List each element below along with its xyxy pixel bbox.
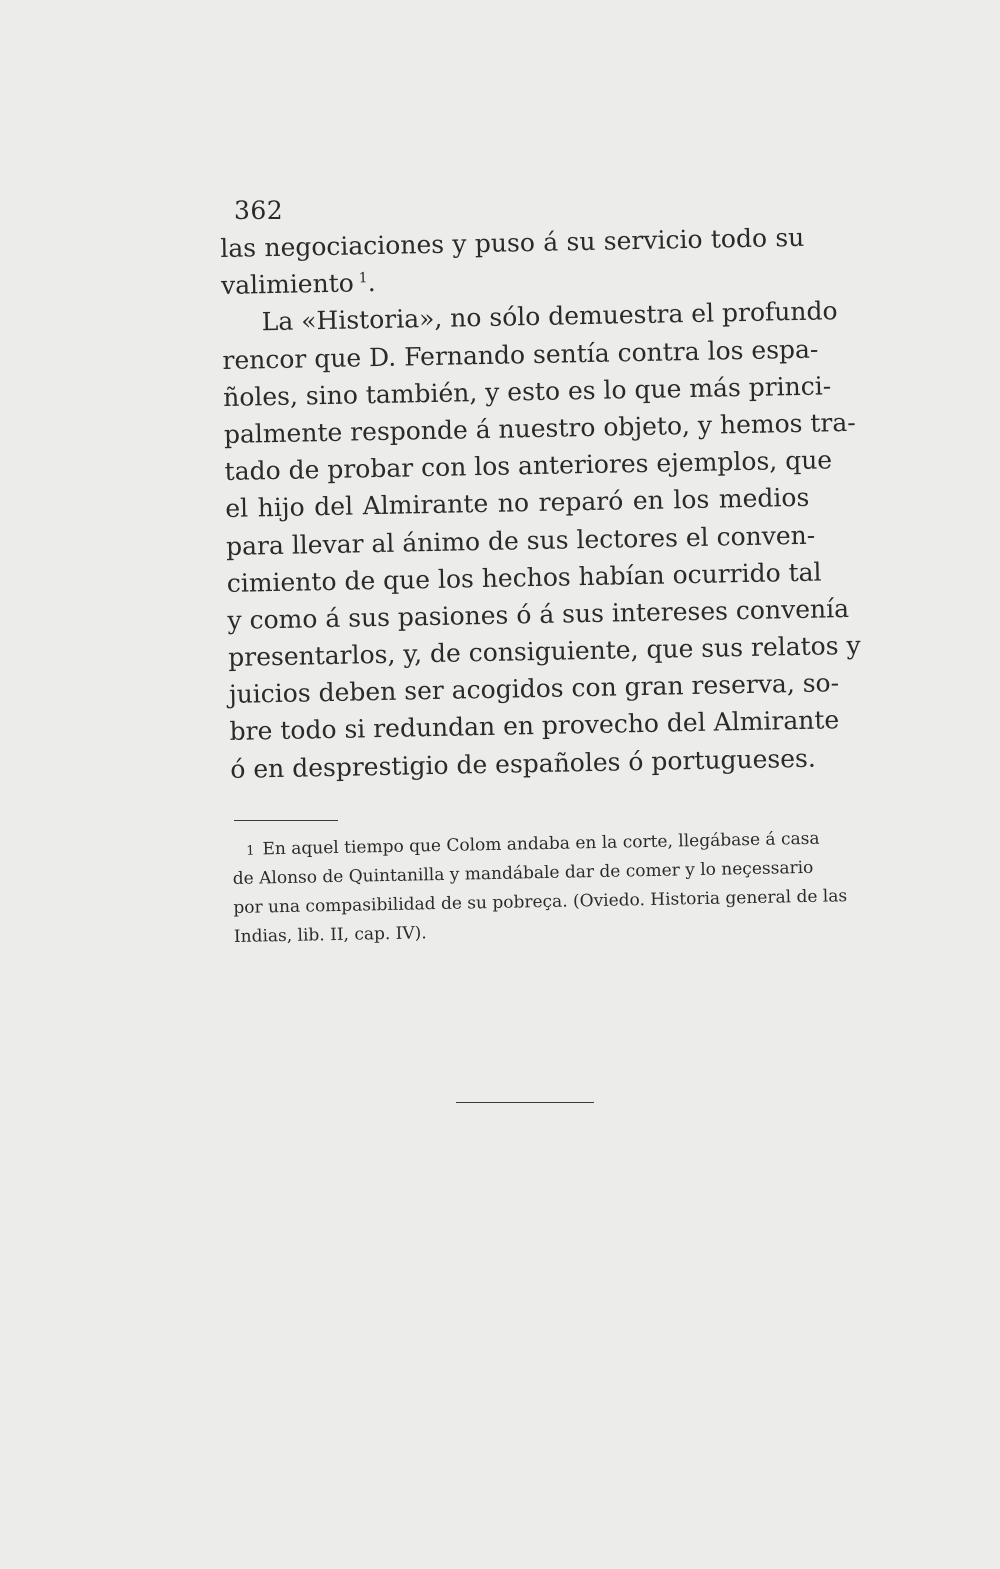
footnote-reference-period: . (367, 268, 376, 298)
footnote (232, 825, 848, 952)
text-line: ñoles, sino también, y esto es lo que más princi- (222, 371, 832, 412)
text-line: para llevar al ánimo de sus lectores el conven- (225, 520, 816, 561)
text-line-content: valimiento (220, 268, 355, 301)
text-line: presentarlos, y, de consiguiente, que sus relatos y (227, 630, 861, 672)
text-line: rencor que D. Fernando sentía contra los espa- (222, 334, 819, 375)
footnote-line-content: En aquel tiempo que Colom andaba en la corte, llegábase á casa (262, 828, 820, 860)
text-line: tado de probar con los anteriores ejemplos, que (224, 445, 833, 487)
footnote-line: Indias, lib. II, cap. IV). (233, 923, 427, 947)
main-text-block (220, 219, 861, 788)
paragraph-first-line: La «Historia», no sólo demuestra el profundo (261, 296, 838, 337)
text-line: las negociaciones y puso á su servicio todo su (220, 222, 805, 263)
page-number: 362 (234, 196, 284, 225)
text-line: el hijo del Almirante no reparó en los medios (225, 483, 810, 524)
text-line: y como á sus pasiones ó á sus intereses convenía (227, 593, 850, 635)
footnote-line: por una compasibilidad de su pobreça. (Oviedo. Historia general de las (233, 886, 848, 918)
footnote-reference: 1 (358, 270, 368, 287)
footnote-separator (234, 820, 338, 821)
text-line: cimiento de que los hechos habían ocurrido tal (226, 557, 822, 598)
footnote-line: de Alonso de Quintanilla y mandábale dar de comer y lo neçessario (232, 857, 814, 889)
text-line: palmente responde á nuestro objeto, y hemos tra- (223, 407, 856, 449)
text-line: bre todo si redundan en provecho del Almirante (229, 705, 840, 747)
text-line: ó en desprestigio de españoles ó portugueses. (230, 743, 817, 784)
footnote-marker: 1 (246, 843, 255, 859)
end-of-chapter-rule (456, 1102, 594, 1103)
text-line: juicios deben ser acogidos con gran reserva, so- (228, 668, 840, 710)
